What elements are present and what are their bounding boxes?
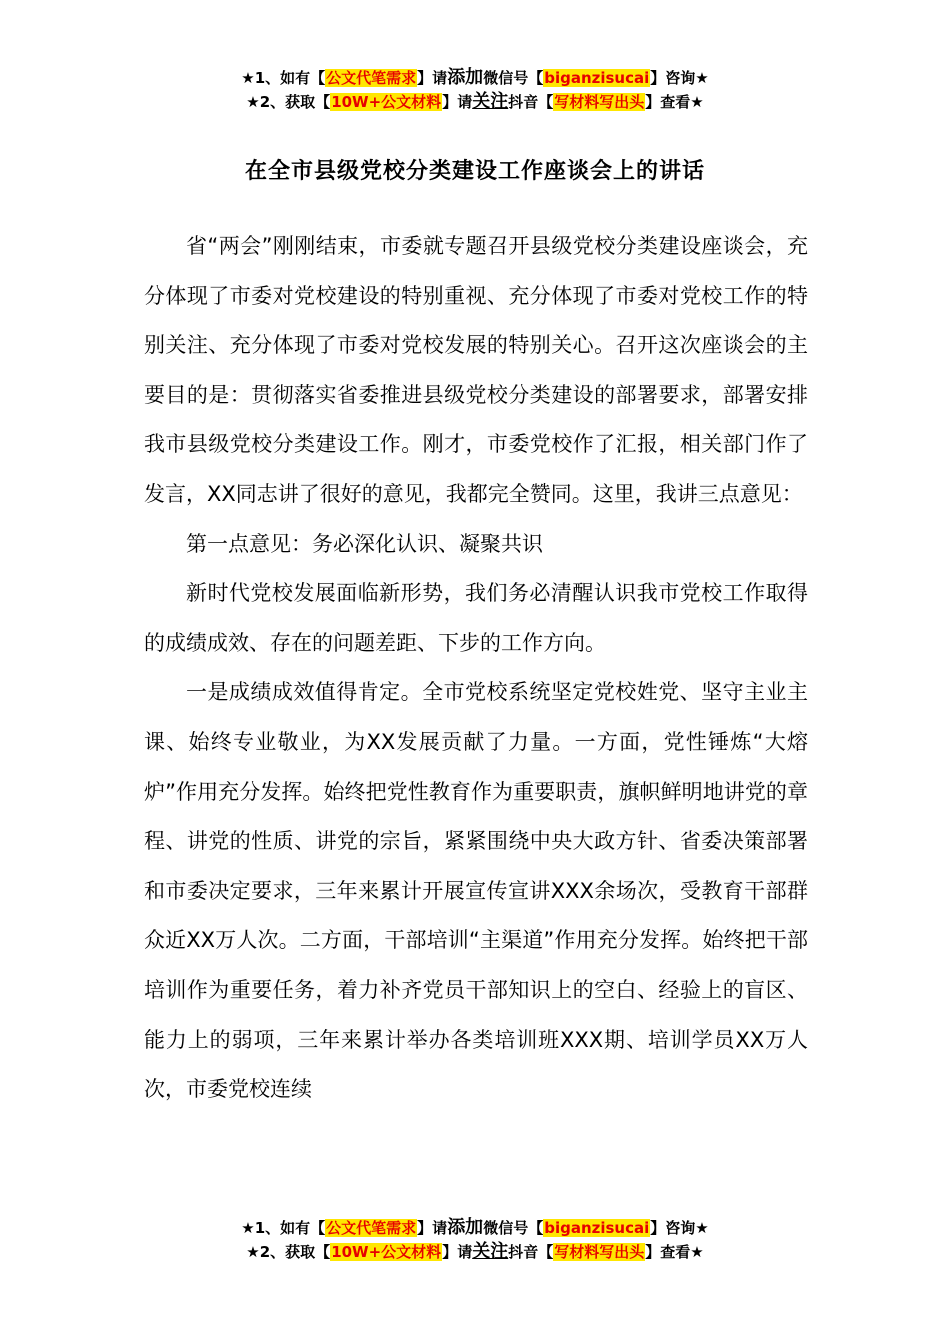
promo-douyin-name: 写材料写出头 xyxy=(554,93,645,111)
promo-text: 抖音【 xyxy=(508,1243,554,1261)
promo-text: 】查看★ xyxy=(645,1243,704,1261)
promo-text: ★1、如有【 xyxy=(241,69,326,87)
promo-emphasis: 添加 xyxy=(447,67,484,88)
top-promo-banner xyxy=(0,66,950,114)
promo-text: 】请 xyxy=(442,1243,473,1261)
promo-wechat-id: biganzisucai xyxy=(544,1219,650,1237)
document-body xyxy=(144,222,808,1115)
promo-highlight: 10W+公文材料 xyxy=(331,93,442,111)
promo-emphasis: 添加 xyxy=(447,1217,484,1238)
document-title: 在全市县级党校分类建设工作座谈会上的讲话 xyxy=(244,159,705,184)
promo-text: ★2、获取【 xyxy=(246,1243,331,1261)
promo-text: ★2、获取【 xyxy=(246,93,331,111)
promo-wechat-id: biganzisucai xyxy=(544,69,650,87)
promo-line-2 xyxy=(0,90,950,114)
body-paragraph: 省“两会”刚刚结束，市委就专题召开县级党校分类建设座谈会，充分体现了市委对党校建设的特别重视、充分体现了市委对党校工作的特别关注、充分体现了市委对党校发展的特别关心。召开这次座谈会的主要目的是：贯彻落实省委推进县级党校分类建设的部署要求，部署安排我市县级党校分类建设工作。刚才，市委党校作了汇报，相关部门作了发言，XX同志讲了很好的意见，我都完全赞同。这里，我讲三点意见： xyxy=(144,234,808,506)
promo-highlight: 公文代笔需求 xyxy=(326,69,417,87)
promo-text: 】请 xyxy=(417,69,448,87)
promo-line-1 xyxy=(0,1216,950,1240)
promo-text: 】咨询★ xyxy=(650,1219,709,1237)
promo-line-2 xyxy=(0,1240,950,1264)
promo-highlight: 10W+公文材料 xyxy=(331,1243,442,1261)
promo-text: 】请 xyxy=(417,1219,448,1237)
promo-text: 抖音【 xyxy=(508,93,554,111)
promo-line-1 xyxy=(0,66,950,90)
promo-text: 】请 xyxy=(442,93,473,111)
promo-highlight: 公文代笔需求 xyxy=(326,1219,417,1237)
promo-text: ★1、如有【 xyxy=(241,1219,326,1237)
promo-emphasis: 关注 xyxy=(472,91,509,112)
promo-text: 微信号【 xyxy=(483,69,544,87)
body-paragraph: 一是成绩成效值得肯定。全市党校系统坚定党校姓党、坚守主业主课、始终专业敬业，为XX发展贡献了力量。一方面，党性锤炼“大熔炉”作用充分发挥。始终把党性教育作为重要职责，旗帜鲜明地讲党的章程、讲党的性质、讲党的宗旨，紧紧围绕中央大政方针、省委决策部署和市委决定要求，三年来累计开展宣传宣讲XXX余场次，受教育干部群众近XX万人次。二方面，干部培训“主渠道”作用充分发挥。始终把干部培训作为重要任务，着力补齐党员干部知识上的空白、经验上的盲区、能力上的弱项，三年来累计举办各类培训班XXX期、培训学员XX万人次，市委党校连续 xyxy=(144,680,808,1102)
promo-text: 微信号【 xyxy=(483,1219,544,1237)
promo-douyin-name: 写材料写出头 xyxy=(554,1243,645,1261)
promo-emphasis: 关注 xyxy=(472,1241,509,1262)
promo-text: 】查看★ xyxy=(645,93,704,111)
promo-text: 】咨询★ xyxy=(650,69,709,87)
body-paragraph: 新时代党校发展面临新形势，我们务必清醒认识我市党校工作取得的成绩成效、存在的问题差距、下步的工作方向。 xyxy=(144,581,808,655)
section-heading: 第一点意见：务必深化认识、凝聚共识 xyxy=(186,531,543,556)
bottom-promo-banner xyxy=(0,1216,950,1264)
